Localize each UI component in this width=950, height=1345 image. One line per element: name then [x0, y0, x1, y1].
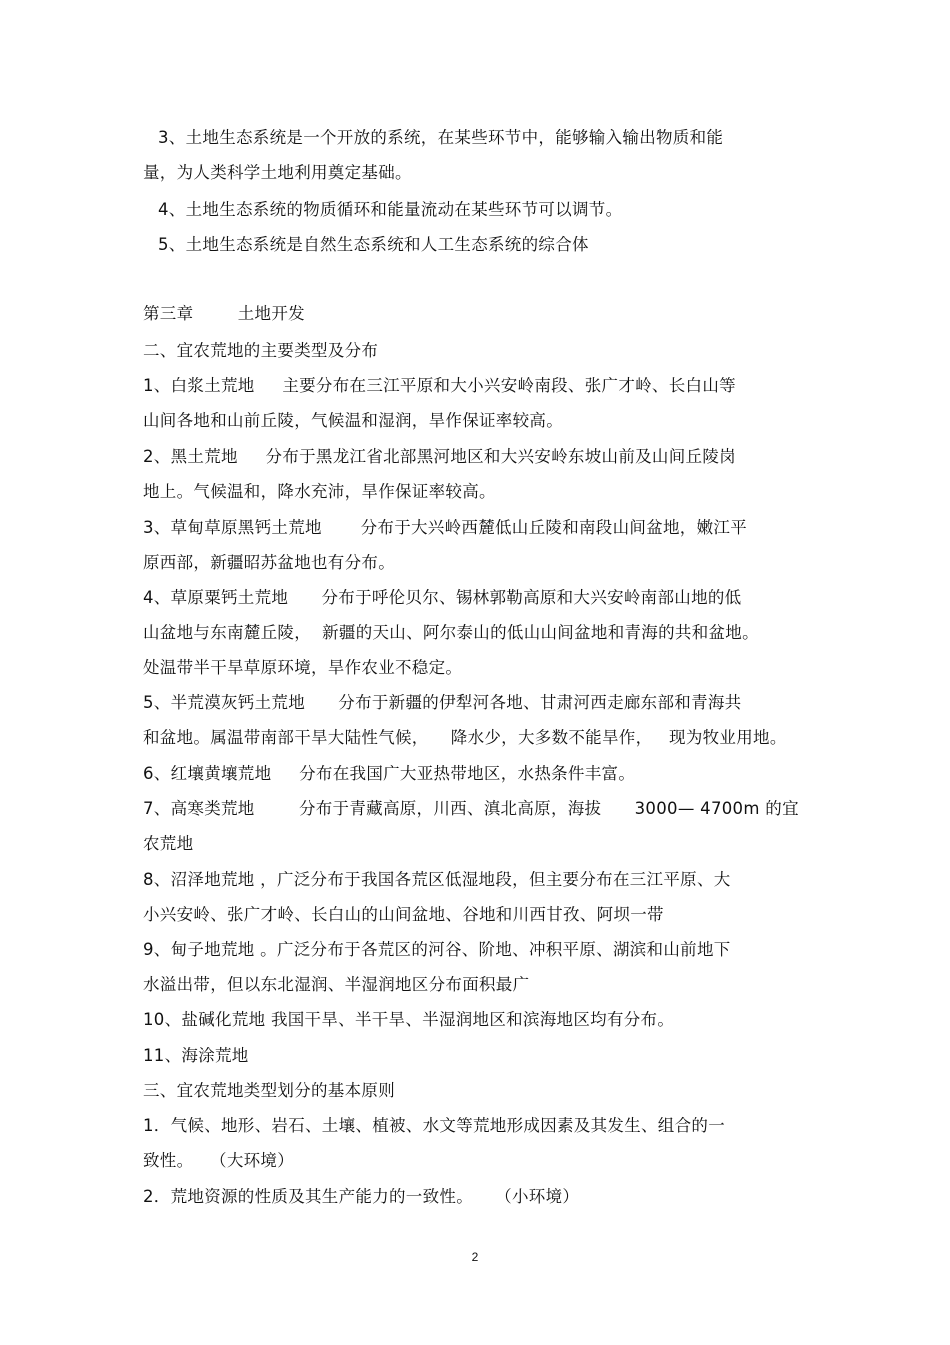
text-line: 地上。气候温和，降水充沛，旱作保证率较高。 [143, 482, 496, 501]
text-line: 8、沼泽地荒地 ，广泛分布于我国各荒区低湿地段，但主要分布在三江平原、大 [143, 870, 731, 889]
text-line: 6、红壤黄壤荒地 分布在我国广大亚热带地区，水热条件丰富。 [143, 764, 636, 783]
text-line: 10、盐碱化荒地 我国干旱、半干旱、半湿润地区和滨海地区均有分布。 [143, 1010, 675, 1029]
section-heading: 二、宜农荒地的主要类型及分布 [143, 341, 379, 360]
text-line: 1、白浆土荒地 主要分布在三江平原和大小兴安岭南段、张广才岭、长白山等 [143, 376, 736, 395]
text-line: 5、土地生态系统是自然生态系统和人工生态系统的综合体 [158, 235, 589, 254]
text-line: 3、土地生态系统是一个开放的系统，在某些环节中，能够输入输出物质和能 [158, 128, 724, 147]
text-line: 和盆地。属温带南部干旱大陆性气候， 降水少，大多数不能旱作， 现为牧业用地。 [143, 728, 787, 747]
text-line: 量，为人类科学土地利用奠定基础。 [143, 163, 412, 182]
text-line: 7、高寒类荒地 分布于青藏高原，川西、滇北高原，海拔 3000— 4700m 的宜 [143, 799, 799, 818]
text-line: 1．气候、地形、岩石、土壤、植被、水文等荒地形成因素及其发生、组合的一 [143, 1116, 725, 1135]
text-line: 3、草甸草原黑钙土荒地 分布于大兴岭西麓低山丘陵和南段山间盆地，嫩江平 [143, 518, 748, 537]
text-line: 山间各地和山前丘陵，气候温和湿润，旱作保证率较高。 [143, 411, 563, 430]
text-line: 水溢出带，但以东北湿润、半湿润地区分布面积最广 [143, 975, 530, 994]
text-line: 9、甸子地荒地 。广泛分布于各荒区的河谷、阶地、冲积平原、湖滨和山前地下 [143, 940, 731, 959]
text-line: 2．荒地资源的性质及其生产能力的一致性。 （小环境） [143, 1187, 580, 1206]
text-line: 4、草原粟钙土荒地 分布于呼伦贝尔、锡林郭勒高原和大兴安岭南部山地的低 [143, 588, 742, 607]
text-line: 11、海涂荒地 [143, 1046, 249, 1065]
text-line: 山盆地与东南麓丘陵， 新疆的天山、阿尔泰山的低山山间盆地和青海的共和盆地。 [143, 623, 759, 642]
text-line: 2、黑土荒地 分布于黑龙江省北部黑河地区和大兴安岭东坡山前及山间丘陵岗 [143, 447, 736, 466]
text-line: 小兴安岭、张广才岭、长白山的山间盆地、谷地和川西甘孜、阿坝一带 [143, 905, 664, 924]
text-line: 4、土地生态系统的物质循环和能量流动在某些环节可以调节。 [158, 200, 623, 219]
text-line: 原西部，新疆昭苏盆地也有分布。 [143, 553, 395, 572]
section-heading: 三、宜农荒地类型划分的基本原则 [143, 1081, 395, 1100]
chapter-heading: 第三章 土地开发 [143, 304, 305, 323]
text-line: 处温带半干旱草原环境，旱作农业不稳定。 [143, 658, 463, 677]
text-line: 致性。 （大环境） [143, 1151, 295, 1170]
text-line: 5、半荒漠灰钙土荒地 分布于新疆的伊犁河各地、甘肃河西走廊东部和青海共 [143, 693, 742, 712]
page-number: 2 [471, 1250, 479, 1264]
text-line: 农荒地 [143, 834, 194, 853]
